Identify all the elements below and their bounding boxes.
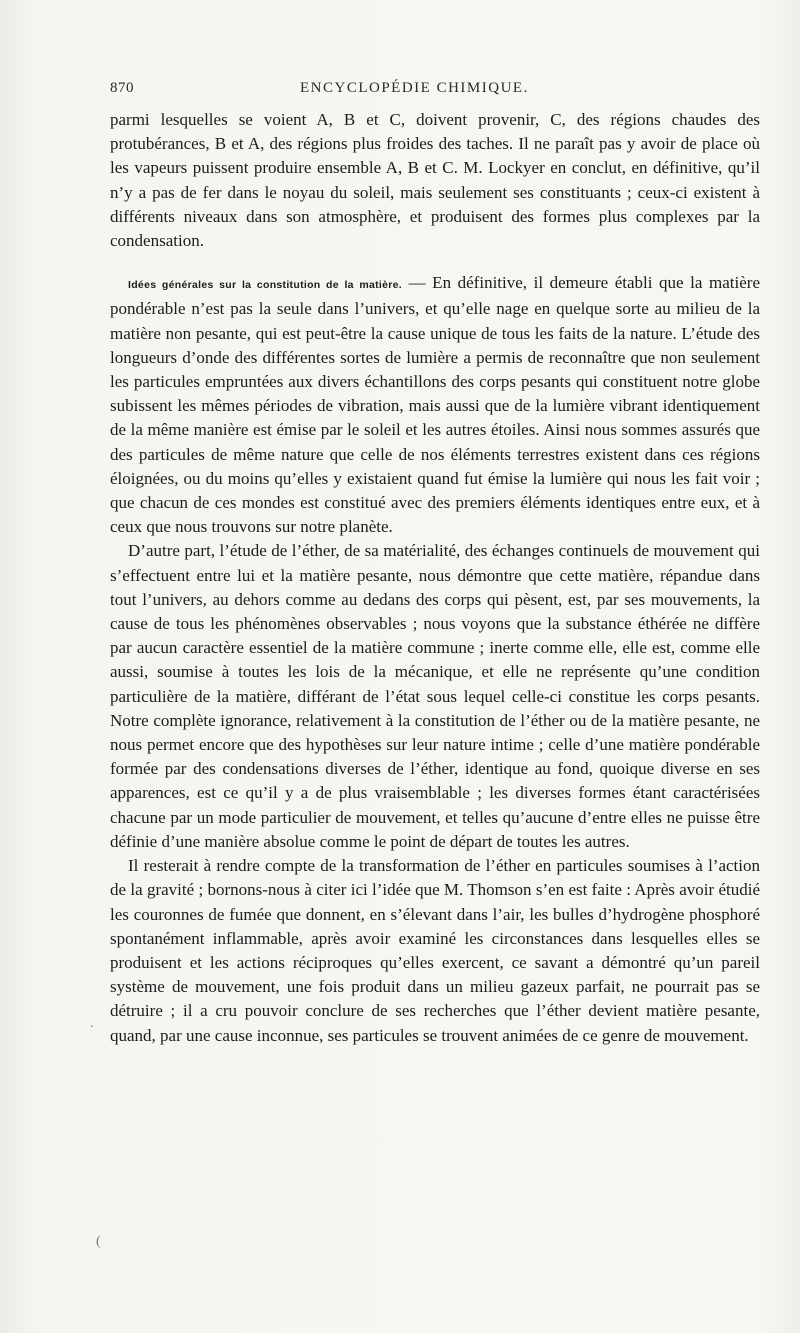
section-heading: Idées générales sur la constitution de la matière. (128, 279, 403, 292)
running-title: ENCYCLOPÉDIE CHIMIQUE. (300, 80, 529, 96)
page-number: 870 (110, 80, 134, 96)
paragraph-4: Il resterait à rendre compte de la transformation de l’éther en particules soumises à l’action de la gravité ; bornons-nous à citer ici l’idée que M. Thomson s’en est faite : Après avoir étudié les couronnes de fumée que donnent, en s’élevant dans l’air, les bulles d’hydrogène phosphoré spontanément inflammable, après avoir examiné les circonstances dans lesquelles elles se produisent et les actions réciproques qu’elles exercent, ce savant a démontré qu’un pareil système de mouvement, une fois produit dans un milieu gazeux parfait, ne pourrait pas se détruire ; il a cru pouvoir conclure de ses recherches que l’éther devient matière pesante, quand, par une cause inconnue, ses particules se trouvent animées de ce genre de mouvement. (110, 856, 760, 1045)
paragraph-1: parmi lesquelles se voient A, B et C, doivent provenir, C, des régions chaudes des protubérances, B et A, des régions plus froides des taches. Il ne paraît pas y avoir de place où les vapeurs puissent produire ensemble A, B et C. M. Lockyer en conclut, en définitive, qu’il n’y a pas de fer dans le noyau du soleil, mais seulement ses constituants ; ceux-ci existent à différents niveaux dans son atmosphère, et produisent des formes plus complexes par la condensation. (110, 110, 760, 251)
margin-mark-2: ( (96, 1234, 101, 1249)
page-header (110, 76, 760, 102)
paragraph-3: D’autre part, l’étude de l’éther, de sa matérialité, des échanges continuels de mouvement qui s’effectuent entre lui et la matière pesante, nous démontre que cette matière, répandue dans tout l’univers, au dehors comme au dedans des corps qui pèsent, est, par ses mouvements, la cause de tous les phénomènes observables ; nous voyons que la substance éthérée ne diffère par aucun caractère essentiel de la matière commune ; inerte comme elle, elle est, comme elle aussi, soumise à toutes les lois de la mécanique, et elle ne représente qu’une condition particulière de la matière, différant de l’état sous lequel celle-ci constitue les corps pesants. Notre complète ignorance, relativement à la constitution de l’éther ou de la matière pesante, ne nous permet encore que des hypothèses sur leur nature intime ; celle d’une matière pondérable formée par des condensations diverses de l’éther, identique au fond, quoique diverse en ses apparences, est ce qu’il y a de plus vraisemblable ; les diverses formes étant caractérisées chacune par un mode particulier de mouvement, et telles qu’aucune d’entre elles ne puisse être définie d’une manière absolue comme le point de départ de toutes les autres. (110, 541, 760, 851)
paragraph-2 (110, 271, 760, 539)
body-text (110, 108, 760, 1048)
margin-mark-1: . (90, 1016, 94, 1031)
paragraph-2-text: — En définitive, il demeure établi que la matière pondérable n’est pas la seule dans l’univers, et qu’elle nage en quelque sorte au milieu de la matière non pesante, qui est peut-être la cause unique de tous les faits de la nature. L’étude des longueurs d’onde des différentes sortes de lumière a permis de reconnaître que non seulement les particules empruntées aux divers échantillons des corps pesants qui constituent notre globe subissent les mêmes périodes de vibration, mais aussi que de la lumière vibrant identiquement de la même manière est émise par le soleil et les autres étoiles. Ainsi nous sommes assurés que des particules de même nature que celle de nos éléments terrestres existent dans ces régions éloignées, ou du moins qu’elles y existaient quand fut émise la lumière qui nous les fait voir ; que chacun de ces mondes est constitué avec des premiers éléments identiques entre eux, et à ceux que nous trouvons sur notre planète. (110, 273, 760, 537)
